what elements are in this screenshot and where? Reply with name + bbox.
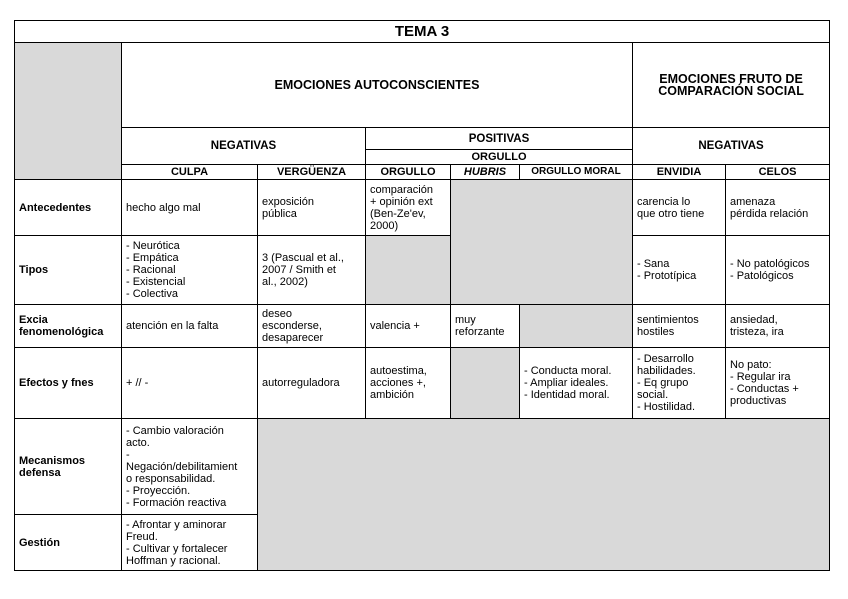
antecedentes-verguenza: exposición pública xyxy=(258,180,366,236)
antecedentes-orgullo: comparación + opinión ext (Ben-Ze'ev, 2000) xyxy=(366,180,451,236)
tipos-celos: - No patológicos - Patológicos xyxy=(726,236,830,305)
empty-cell xyxy=(451,348,520,419)
col-verguenza: VERGÜENZA xyxy=(258,165,366,180)
efectos-verguenza: autorreguladora xyxy=(258,348,366,419)
corner-cell xyxy=(15,43,122,180)
empty-cell xyxy=(258,419,830,571)
excia-hubris: muy reforzante xyxy=(451,305,520,348)
col-hubris: HUBRIS xyxy=(451,165,520,180)
efectos-orgullo-moral: - Conducta moral. - Ampliar ideales. - Identidad moral. xyxy=(520,348,633,419)
gestion-culpa: - Afrontar y aminorar Freud. - Cultivar y fortalecer Hoffman y racional. xyxy=(122,515,258,571)
row-excia xyxy=(15,305,830,348)
header-negativas: NEGATIVAS xyxy=(122,128,366,165)
excia-envidia: sentimientos hostiles xyxy=(633,305,726,348)
tipos-verguenza: 3 (Pascual et al., 2007 / Smith et al., 2002) xyxy=(258,236,366,305)
antecedentes-envidia: carencia lo que otro tiene xyxy=(633,180,726,236)
header-negativas-social: NEGATIVAS xyxy=(633,128,830,165)
efectos-envidia: - Desarrollo habilidades. - Eq grupo social. - Hostilidad. xyxy=(633,348,726,419)
row-label-excia: Excia fenomenológica xyxy=(15,305,122,348)
header-autoconscientes: EMOCIONES AUTOCONSCIENTES xyxy=(122,43,633,128)
col-culpa: CULPA xyxy=(122,165,258,180)
header-positivas: POSITIVAS xyxy=(366,128,633,150)
row-label-mecanismos: Mecanismos defensa xyxy=(15,419,122,515)
col-envidia: ENVIDIA xyxy=(633,165,726,180)
row-label-efectos: Efectos y fnes xyxy=(15,348,122,419)
col-celos: CELOS xyxy=(726,165,830,180)
row-efectos xyxy=(15,348,830,419)
efectos-culpa: + // - xyxy=(122,348,258,419)
row-label-antecedentes: Antecedentes xyxy=(15,180,122,236)
page-title: TEMA 3 xyxy=(15,21,830,43)
col-orgullo: ORGULLO xyxy=(366,165,451,180)
row-antecedentes xyxy=(15,180,830,236)
excia-culpa: atención en la falta xyxy=(122,305,258,348)
empty-cell xyxy=(451,180,633,305)
excia-orgullo: valencia + xyxy=(366,305,451,348)
mecanismos-culpa: - Cambio valoración acto. - Negación/debilitamient o responsabilidad. - Proyección. - Formación reactiva xyxy=(122,419,258,515)
tipos-envidia: - Sana - Prototípica xyxy=(633,236,726,305)
empty-cell xyxy=(520,305,633,348)
antecedentes-culpa: hecho algo mal xyxy=(122,180,258,236)
excia-verguenza: deseo esconderse, desaparecer xyxy=(258,305,366,348)
efectos-orgullo: autoestima, acciones +, ambición xyxy=(366,348,451,419)
row-tipos xyxy=(15,236,830,305)
row-label-tipos: Tipos xyxy=(15,236,122,305)
row-label-gestion: Gestión xyxy=(15,515,122,571)
tema-table xyxy=(14,20,830,571)
row-mecanismos xyxy=(15,419,830,515)
empty-cell xyxy=(366,236,451,305)
header-orgullo-group: ORGULLO xyxy=(366,150,633,165)
header-social: EMOCIONES FRUTO DE COMPARACIÓN SOCIAL xyxy=(633,43,830,128)
antecedentes-celos: amenaza pérdida relación xyxy=(726,180,830,236)
efectos-celos: No pato: - Regular ira - Conductas + productivas xyxy=(726,348,830,419)
tipos-culpa: - Neurótica - Empática - Racional - Existencial - Colectiva xyxy=(122,236,258,305)
col-orgullo-moral: ORGULLO MORAL xyxy=(520,165,633,180)
excia-celos: ansiedad, tristeza, ira xyxy=(726,305,830,348)
